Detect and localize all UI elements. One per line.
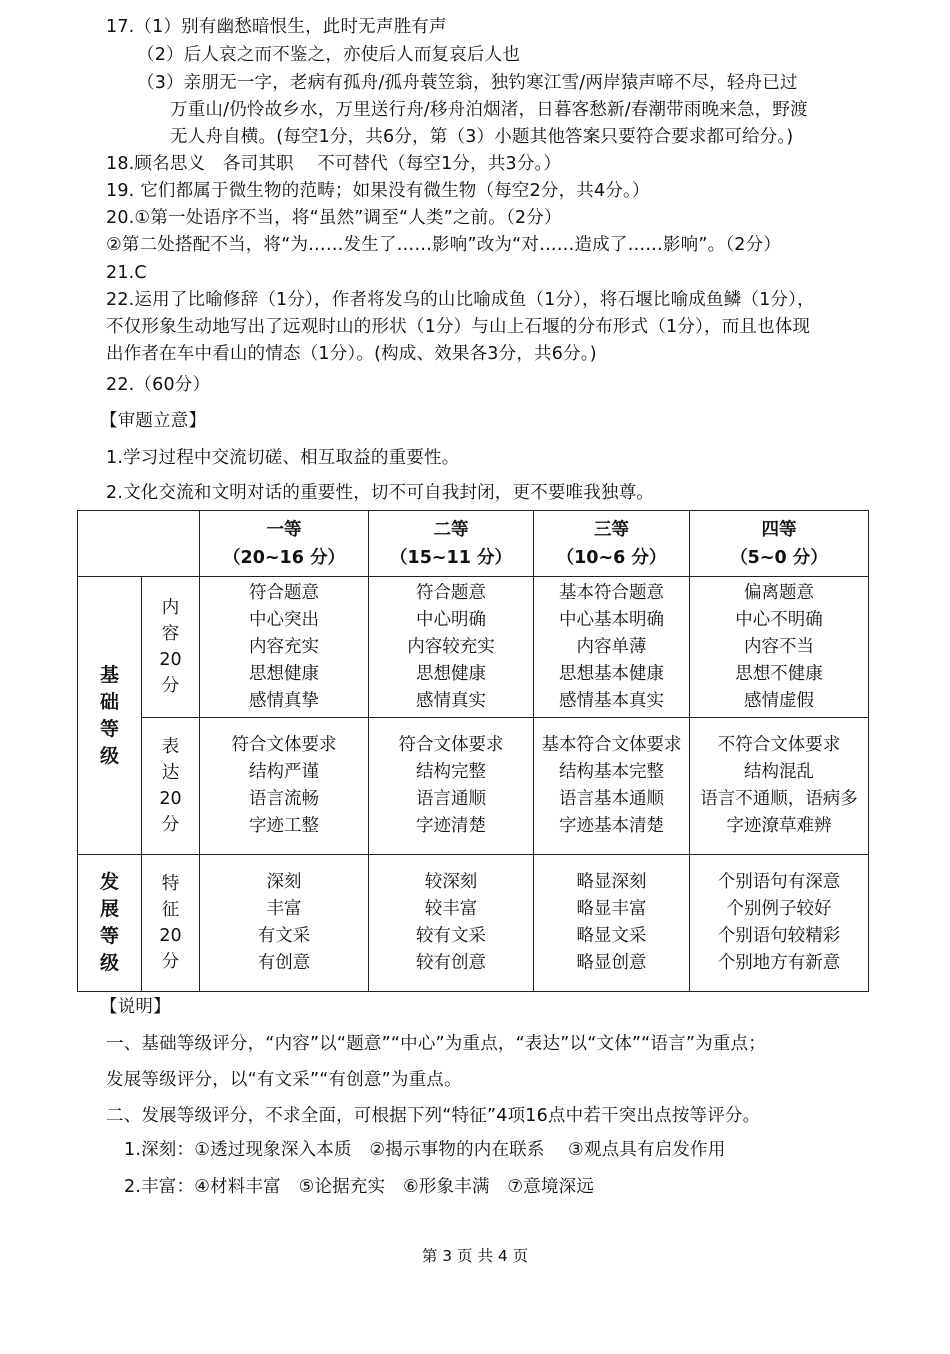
biaoda-grade-2: 符合文体要求 结构完整 语言通顺 字迹清楚	[369, 718, 534, 855]
note-2-fengfu: 2.丰富：④材料丰富 ⑤论据充实 ⑥形象丰满 ⑦意境深远	[124, 1177, 595, 1197]
note-2-shenke: 1.深刻：①透过现象深入本质 ②揭示事物的内在联系 ③观点具有启发作用	[124, 1140, 726, 1160]
answer-20-1: 20.①第一处语序不当，将“虽然”调至“人类”之前。（2分）	[106, 208, 562, 228]
answer-22-line3: 出作者在车中看山的情态（1分）。(构成、效果各3分，共6分。)	[106, 344, 597, 364]
answer-22-line2: 不仅形象生动地写出了远观时山的形状（1分）与山上石堰的分布形式（1分），而且也体现	[106, 317, 811, 337]
note-1-line2: 发展等级评分，以“有文采”“有创意”为重点。	[106, 1070, 462, 1090]
biaoda-grade-1: 符合文体要求 结构严谨 语言流畅 字迹工整	[200, 718, 369, 855]
biaoda-grade-3: 基本符合文体要求 结构基本完整 语言基本通顺 字迹基本清楚	[534, 718, 690, 855]
rubric-row-biaoda	[78, 718, 869, 855]
note-2: 二、发展等级评分，不求全面，可根据下列“特征”4项16点中若干突出点按等评分。	[106, 1106, 761, 1126]
rubric-row-neirong	[78, 577, 869, 718]
answer-21: 21.C	[106, 263, 147, 283]
section-shenti-liyi: 【审题立意】	[100, 411, 207, 431]
note-1-line1: 一、基础等级评分，“内容”以“题意”“中心”为重点，“表达”以“文体”“语言”为重点；	[106, 1034, 766, 1054]
rubric-corner-cell	[78, 511, 200, 577]
header-grade-2: 二等 （15~11 分）	[369, 511, 534, 577]
label-jichu-dengji: 基 础 等 级	[78, 577, 142, 855]
neirong-grade-1: 符合题意 中心突出 内容充实 思想健康 感情真挚	[200, 577, 369, 718]
neirong-grade-4: 偏离题意 中心不明确 内容不当 思想不健康 感情虚假	[690, 577, 869, 718]
rubric-header-row	[78, 511, 869, 577]
answer-22-line1: 22.运用了比喻修辞（1分），作者将发乌的山比喻成鱼（1分），将石堰比喻成鱼鳞（1分），	[106, 290, 815, 310]
page-number: 第 3 页 共 4 页	[421, 1247, 529, 1265]
tezheng-grade-3: 略显深刻 略显丰富 略显文采 略显创意	[534, 855, 690, 992]
answer-17-1: 17.（1）别有幽愁暗恨生，此时无声胜有声	[106, 17, 447, 37]
liyi-point-1: 1.学习过程中交流切磋、相互取益的重要性。	[106, 448, 460, 468]
label-fazhan-dengji: 发 展 等 级	[78, 855, 142, 992]
answer-17-3-line2: 万重山/仍怜故乡水，万里送行舟/移舟泊烟渚，日暮客愁新/春潮带雨晚来急，野渡	[170, 100, 808, 120]
section-shuoming: 【说明】	[100, 997, 171, 1017]
label-tezheng: 特 征 20 分	[142, 855, 200, 992]
tezheng-grade-4: 个别语句有深意 个别例子较好 个别语句较精彩 个别地方有新意	[690, 855, 869, 992]
answer-19: 19. 它们都属于微生物的范畴；如果没有微生物（每空2分，共4分。）	[106, 181, 650, 201]
answer-17-3-line1: （3）亲朋无一字，老病有孤舟/孤舟蓑笠翁，独钓寒江雪/两岸猿声啼不尽，轻舟已过	[137, 73, 798, 93]
header-grade-1: 一等 （20~16 分）	[200, 511, 369, 577]
header-grade-4: 四等 （5~0 分）	[690, 511, 869, 577]
liyi-point-2: 2.文化交流和文明对话的重要性，切不可自我封闭，更不要唯我独尊。	[106, 483, 655, 503]
tezheng-grade-2: 较深刻 较丰富 较有文采 较有创意	[369, 855, 534, 992]
answer-18: 18.顾名思义 各司其职 不可替代（每空1分，共3分。）	[106, 154, 562, 174]
rubric-row-tezheng	[78, 855, 869, 992]
label-neirong: 内 容 20 分	[142, 577, 200, 718]
header-grade-3: 三等 （10~6 分）	[534, 511, 690, 577]
answer-17-2: （2）后人哀之而不鉴之，亦使后人而复哀后人也	[137, 45, 521, 65]
neirong-grade-2: 符合题意 中心明确 内容较充实 思想健康 感情真实	[369, 577, 534, 718]
biaoda-grade-4: 不符合文体要求 结构混乱 语言不通顺，语病多 字迹潦草难辨	[690, 718, 869, 855]
label-biaoda: 表 达 20 分	[142, 718, 200, 855]
answer-17-3-line3: 无人舟自横。(每空1分，共6分，第（3）小题其他答案只要符合要求都可给分。)	[170, 127, 794, 147]
essay-heading: 22.（60分）	[106, 375, 211, 395]
scoring-rubric-table	[77, 510, 869, 992]
neirong-grade-3: 基本符合题意 中心基本明确 内容单薄 思想基本健康 感情基本真实	[534, 577, 690, 718]
answer-20-2: ②第二处搭配不当，将“为……发生了……影响”改为“对……造成了……影响”。（2分）	[106, 235, 782, 255]
tezheng-grade-1: 深刻 丰富 有文采 有创意	[200, 855, 369, 992]
